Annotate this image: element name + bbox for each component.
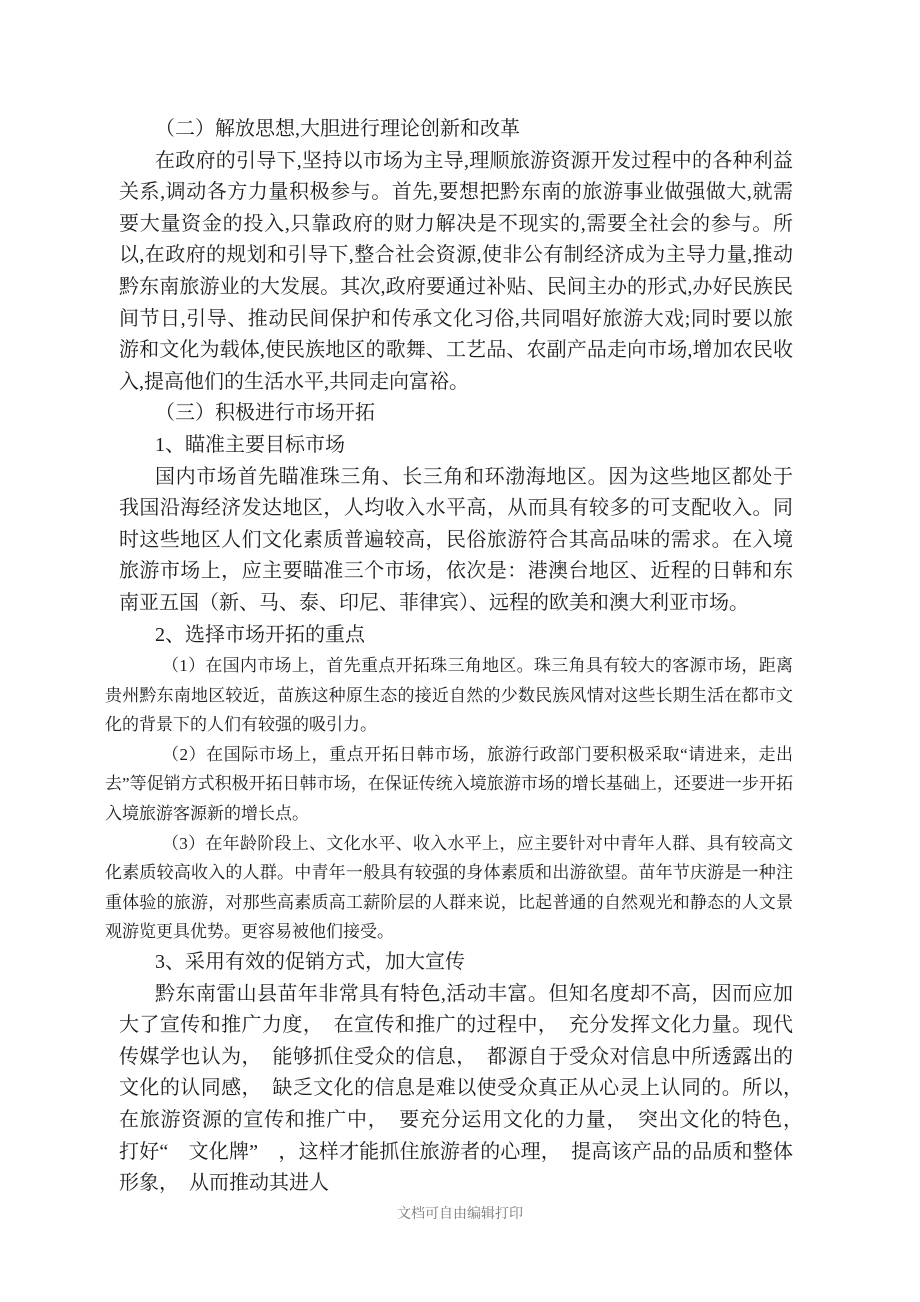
section-heading: （二）解放思想,大胆进行理论创新和改革 [155,118,520,140]
section-heading: 1、瞄准主要目标市场 [155,433,345,456]
footer-note: 文档可自由编辑打印 [397,1205,523,1221]
body-paragraph: （3）在年龄阶段上、文化水平、收入水平上，应主要针对中青年人群、具有较高文化素质较高收入的人群。中青年一般具有较强的身体素质和出游欲望。苗年节庆游是一种注重体验的旅游，对那些高素质高工薪阶层的人群来说，比起普通的自然观光和静态的人文景观游览更具优势。更容易被他们接受。 [105,833,793,942]
body-paragraph: 国内市场首先瞄准珠三角、长三角和环渤海地区。因为这些地区都处于我国沿海经济发达地区，人均收入水平高，从而具有较多的可支配收入。同时这些地区人们文化素质普遍较高，民俗旅游符合其高品味的需求。在入境旅游市场上，应主要瞄准三个市场，依次是：港澳台地区、近程的日韩和东南亚五国（新、马、泰、印尼、菲律宾）、远程的欧美和澳大利亚市场。 [119,465,793,614]
body-paragraph: 黔东南雷山县苗年非常具有特色,活动丰富。但知名度却不高，因而应加大了宣传和推广力度， 在宣传和推广的过程中， 充分发挥文化力量。现代传媒学也认为， 能够抓住受众的信息， 都源自于受众对信息中所透露出的文化的认同感， 缺乏文化的信息是难以使受众真正从心灵上认同的。所以， 在旅游资源的宣传和推广中， 要充分运用文化的力量， 突出文化的特色， 打好“ 文化牌” ，这样才能抓住旅游者的心理， 提高该产品的品质和整体形象， 从而推动其进人 [119,982,813,1195]
section-heading: 3、采用有效的促销方式，加大宣传 [155,951,465,974]
section-heading: （三）积极进行市场开拓 [155,402,375,425]
body-paragraph: 在政府的引导下,坚持以市场为主导,理顺旅游资源开发过程中的各种利益关系,调动各方力量积极参与。首先,要想把黔东南的旅游事业做强做大,就需要大量资金的投入,只靠政府的财力解决是不现实的,需要全社会的参与。所以,在政府的规划和引导下,整合社会资源,使非公有制经济成为主导力量,推动黔东南旅游业的大发展。其次,政府要通过补贴、民间主办的形式,办好民族民间节日,引导、推动民间保护和传承文化习俗,共同唱好旅游大戏;同时要以旅游和文化为载体,使民族地区的歌舞、工艺品、农副产品走向市场,增加农民收入,提高他们的生活水平,共同走向富裕。 [119,149,793,393]
body-paragraph: （2）在国际市场上，重点开拓日韩市场，旅游行政部门要积极采取“请进来，走出去”等促销方式积极开拓日韩市场，在保证传统入境旅游市场的增长基础上，还要进一步开拓入境旅游客源新的增长点。 [105,744,793,824]
section-heading: 2、选择市场开拓的重点 [155,623,365,646]
document-body [105,114,813,1200]
body-paragraph: （1）在国内市场上，首先重点开拓珠三角地区。珠三角具有较大的客源市场，距离贵州黔东南地区较近，苗族这种原生态的接近自然的少数民族风情对这些长期生活在都市文化的背景下的人们有较强的吸引力。 [105,656,793,735]
